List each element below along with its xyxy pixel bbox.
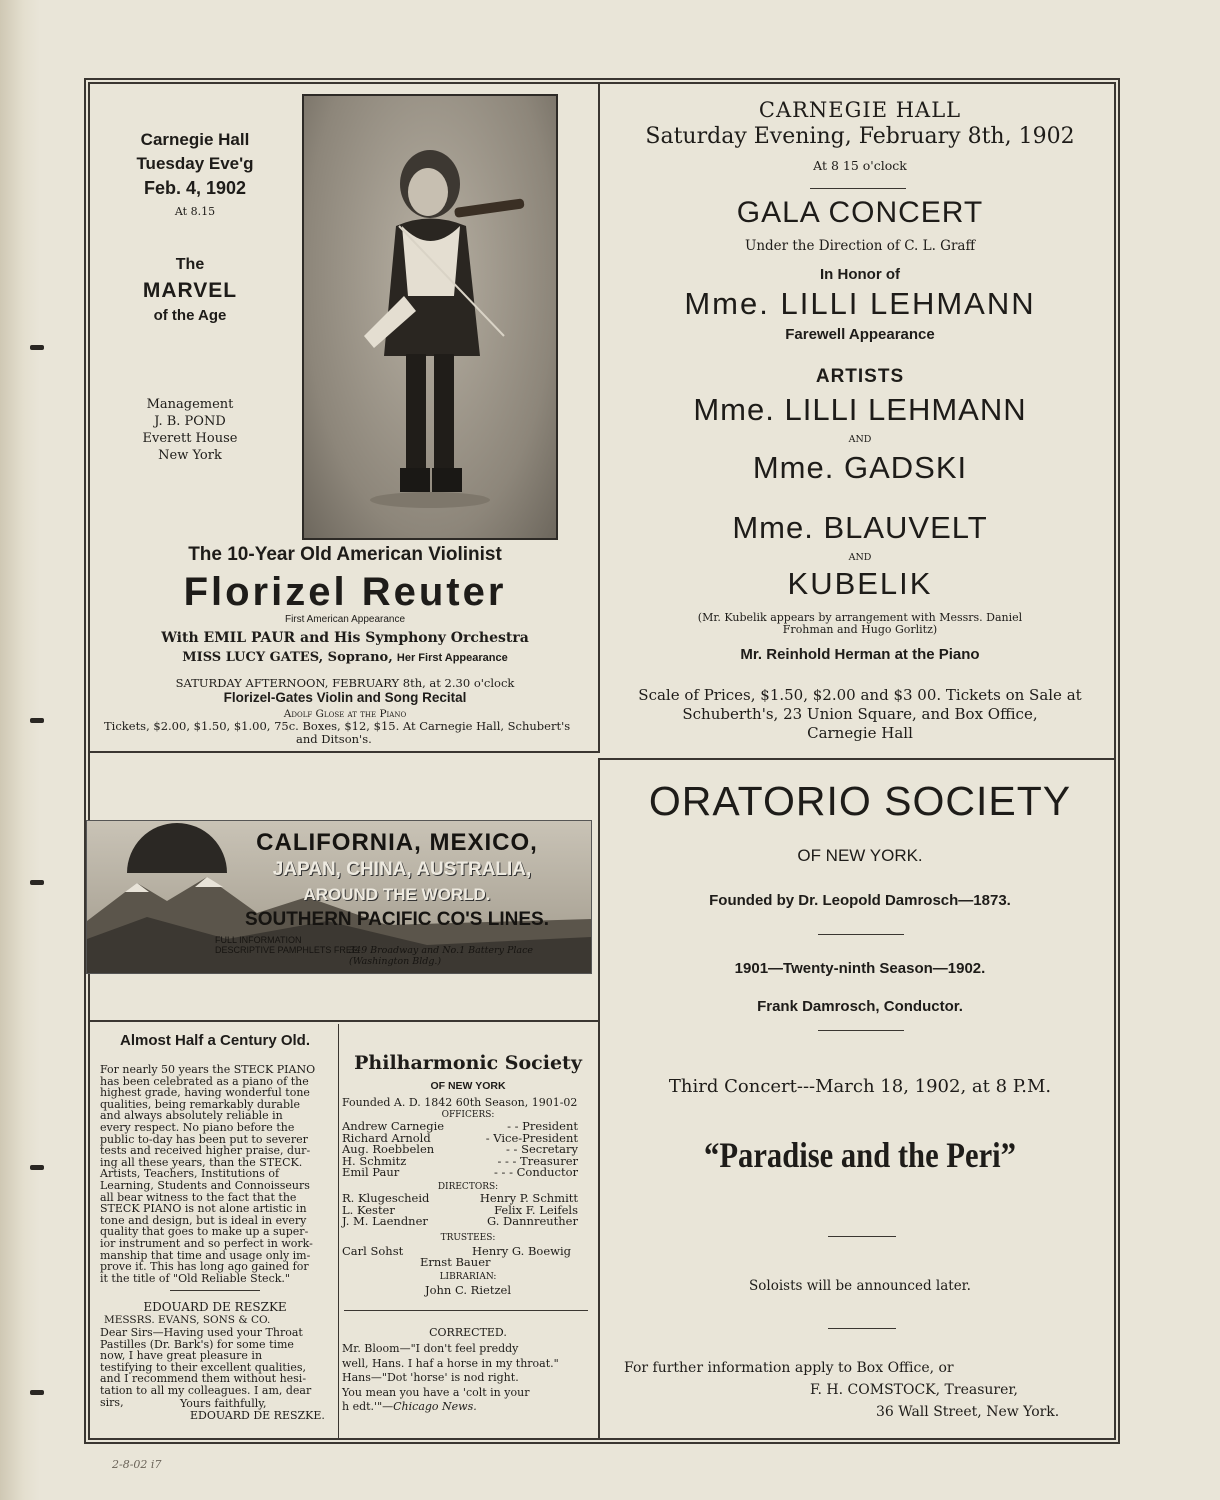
gala-artist: Mme. GADSKI [752, 450, 968, 485]
gala-title: GALA CONCERT [736, 196, 984, 229]
reszke-body-line: now, I have great pleasure in [100, 1349, 263, 1363]
railway-around-world: AROUND THE WORLD. [303, 885, 491, 904]
reszke-addressee: MESSRS. EVANS, SONS & CO. [104, 1314, 271, 1326]
officer-role: - - - Conductor [493, 1165, 578, 1180]
corrected-source: Chicago News. [393, 1400, 477, 1413]
railway-destinations: CALIFORNIA, MEXICO, [256, 829, 538, 856]
officers-heading: OFFICERS: [441, 1110, 495, 1120]
gala-and: AND [848, 434, 872, 445]
oratorio-info: For further information apply to Box Office, or [624, 1360, 954, 1376]
steck-body-line: every respect. No piano before the [100, 1120, 295, 1134]
officer-role: - - - Treasurer [497, 1153, 578, 1168]
director-name: R. Klugescheid [342, 1191, 430, 1205]
reuter-first-appearance: First American Appearance [284, 614, 406, 625]
director-row [342, 1216, 578, 1228]
reuter-saturday-line: SATURDAY AFTERNOON, FEBRUARY 8th, at 2.30 o'clock [175, 676, 515, 690]
corrected-body-line: well, Hans. I haf a horse in my throat." [342, 1356, 559, 1370]
gates-name: MISS LUCY GATES, Soprano, [182, 650, 393, 665]
gala-and: AND [848, 552, 872, 563]
steck-body-line: and always absolutely reliable in [100, 1109, 283, 1123]
corrected-last-text: h edt.'"— [342, 1400, 394, 1413]
corrected-body-line: Mr. Bloom—"I don't feel preddy [342, 1342, 519, 1355]
page-edge [0, 0, 40, 1500]
oratorio-treasurer: F. H. COMSTOCK, Treasurer, [810, 1382, 1018, 1398]
corrected-body [342, 1342, 594, 1400]
column-divider [338, 1024, 339, 1438]
steck-body-line: manship that time and usage only im- [100, 1248, 311, 1262]
date: Feb. 4, 1902 [143, 178, 247, 198]
officer-role: - - President [507, 1119, 578, 1133]
section-divider [598, 758, 1114, 760]
railway-destinations-2: JAPAN, CHINA, AUSTRALIA, [272, 859, 532, 880]
section-divider [90, 751, 600, 753]
trustees-heading: TRUSTEES: [440, 1233, 496, 1243]
director-name: J. M. Laendner [342, 1214, 428, 1229]
officer-name: H. Schmitz [342, 1153, 407, 1168]
tickets-line-cont: and Ditson's. [296, 732, 372, 746]
kubelik-note-line: Frohman and Hugo Gorlitz) [782, 623, 938, 636]
tagline-marvel: MARVEL [142, 279, 238, 302]
directors-list [342, 1193, 578, 1228]
binding-notch [30, 718, 44, 723]
prices-line: Carnegie Hall [807, 724, 913, 742]
steck-body-line: all bear witness to the fact that the [100, 1190, 297, 1204]
reuter-headline: The 10-Year Old American Violinist [188, 544, 502, 565]
reszke-body-line: and I recommend them without hesi- [100, 1372, 307, 1386]
trustee: Carl Sohst [342, 1244, 404, 1258]
management-city: New York [158, 448, 222, 463]
divider [170, 1290, 260, 1291]
divider [828, 1328, 896, 1329]
oratorio-title: ORATORIO SOCIETY [648, 778, 1072, 824]
gala-artist: Mme. LILLI LEHMANN [693, 392, 1027, 427]
reuter-management [100, 396, 280, 464]
gala-direction: Under the Direction of C. L. Graff [744, 238, 976, 254]
railway-info-line: DESCRIPTIVE PAMPHLETS FREE. [215, 945, 361, 955]
steck-body-line: qualities, being remarkably durable [100, 1097, 301, 1111]
tickets-line: Tickets, $2.00, $1.50, $1.00, 75c. Boxes, $12, $15. At Carnegie Hall, Schubert's [104, 719, 571, 733]
railway-company: SOUTHERN PACIFIC CO'S LINES. [245, 909, 549, 930]
reszke-body-line: Dear Sirs—Having used your Throat [100, 1326, 303, 1339]
reuter-with-line: With EMIL PAUR and His Symphony Orchestra [161, 630, 529, 646]
officer-name: Emil Paur [342, 1165, 400, 1180]
gates-first: Her First Appearance [396, 652, 508, 664]
binding-notch [30, 880, 44, 885]
officer-name: Aug. Roebbelen [342, 1142, 435, 1157]
gala-date: Saturday Evening, February 8th, 1902 [645, 124, 1075, 149]
philharmonic-subtitle: OF NEW YORK [430, 1080, 506, 1092]
tagline-the: The [175, 256, 205, 273]
divider [818, 934, 904, 935]
oratorio-subtitle: OF NEW YORK. [797, 846, 923, 865]
corrected-last-line [342, 1400, 477, 1413]
officers-list [342, 1121, 578, 1179]
officer-role: - Vice-President [485, 1130, 578, 1145]
reuter-tagline [100, 254, 280, 326]
gala-honoree: Mme. LILLI LEHMANN [684, 286, 1036, 321]
day: Tuesday Eve'g [136, 154, 254, 173]
violinist-figure [304, 96, 556, 538]
gala-artist: Mme. BLAUVELT [732, 510, 988, 545]
steck-body-line: tone and design, but is ideal in every [100, 1213, 307, 1227]
railway-banner [86, 820, 592, 974]
oratorio-season: 1901—Twenty-ninth Season—1902. [734, 960, 986, 977]
steck-body-line: ior instrument and so perfect in work- [100, 1236, 313, 1250]
reszke-body [100, 1327, 336, 1408]
management-address: Everett House [142, 431, 238, 446]
oratorio-concert: Third Concert---March 18, 1902, at 8 P.M. [668, 1076, 1052, 1097]
librarian: John C. Rietzel [424, 1283, 511, 1297]
time: At 8.15 [174, 205, 216, 218]
reuter-recital-title: Florizel-Gates Violin and Song Recital [223, 690, 467, 705]
reuter-piano-line: Adolf Glose at the Piano [283, 708, 407, 720]
reszke-body-line: sirs, [100, 1395, 124, 1409]
kubelik-note-line: (Mr. Kubelik appears by arrangement with Messrs. Daniel [697, 611, 1023, 624]
philharmonic-founded: Founded A. D. 1842 60th Season, 1901-02 [342, 1096, 578, 1109]
corrected-body-line: You mean you have a 'colt in your [342, 1385, 530, 1399]
divider [818, 1030, 904, 1031]
oratorio-address: 36 Wall Street, New York. [876, 1404, 1060, 1420]
officer-name: Andrew Carnegie [342, 1119, 445, 1133]
trustee: Henry G. Boewig [472, 1244, 572, 1258]
steck-body-line: prove it. This has long ago gained for [100, 1260, 309, 1274]
steck-body-line: has been celebrated as a piano of the [100, 1074, 309, 1088]
reszke-body-line: tation to all my colleagues. I am, dear [100, 1383, 312, 1397]
steck-body-line: Learning, Students and Connoisseurs [100, 1178, 310, 1192]
reuter-event-info [100, 128, 290, 224]
director-name: G. Dannreuther [486, 1214, 578, 1229]
gala-piano: Mr. Reinhold Herman at the Piano [740, 646, 980, 663]
section-divider [90, 1020, 600, 1022]
oratorio-founded: Founded by Dr. Leopold Damrosch—1873. [709, 892, 1011, 909]
directors-heading: DIRECTORS: [437, 1182, 499, 1192]
steck-body-line: For nearly 50 years the STECK PIANO [100, 1063, 316, 1076]
reuter-gates-line [90, 650, 600, 665]
steck-body-line: it the title of "Old Reliable Steck." [100, 1271, 290, 1285]
railway-info [215, 935, 360, 955]
steck-body-line: highest grade, having wonderful tone [100, 1086, 310, 1100]
officer-row [342, 1167, 578, 1179]
divider [344, 1310, 588, 1311]
gala-artists-heading: ARTISTS [815, 366, 905, 387]
steck-body-line: ing all these years, than the STECK. [100, 1155, 303, 1169]
oratorio-conductor: Frank Damrosch, Conductor. [757, 998, 963, 1015]
director-name: L. Kester [342, 1202, 395, 1217]
reuter-name: Florizel Reuter [183, 570, 507, 614]
divider [810, 188, 906, 189]
violinist-photo [302, 94, 558, 540]
steck-body-line: public to-day has been put to severer [100, 1132, 308, 1146]
reszke-closing: Yours faithfully, [180, 1397, 267, 1410]
management-label: Management [146, 397, 234, 412]
tagline-age: of the Age [153, 307, 227, 324]
railway-info-line: FULL INFORMATION [215, 935, 302, 945]
gala-time: At 8 15 o'clock [813, 158, 907, 173]
steck-title: Almost Half a Century Old. [119, 1032, 311, 1049]
gala-artist: KUBELIK [787, 566, 933, 601]
gala-kubelik-note [600, 612, 1120, 636]
prices-line: Scale of Prices, $1.50, $2.00 and $3 00. Tickets on Sale at [638, 686, 1082, 704]
corrected-title: CORRECTED. [429, 1326, 507, 1339]
binding-notch [30, 345, 44, 350]
handwritten-note: 2-8-02 i7 [112, 1458, 162, 1471]
philharmonic-title: Philharmonic Society [354, 1052, 582, 1074]
officer-role: - - Secretary [506, 1142, 578, 1157]
binding-notch [30, 1390, 44, 1395]
reszke-signature: EDOUARD DE RESZKE. [190, 1409, 325, 1422]
railway-address: 349 Broadway and No.1 Battery Place (Washington Bldg.) [349, 945, 534, 967]
prices-line: Schuberth's, 23 Union Square, and Box Office, [682, 705, 1038, 723]
steck-body-line: STECK PIANO is not alone artistic in [100, 1202, 307, 1216]
corrected-body-line: Hans—"Dot 'horse' is nod right. [342, 1371, 519, 1384]
gala-honor: In Honor of [820, 266, 900, 283]
steck-body-line: quality that goes to make up a super- [100, 1225, 309, 1239]
reszke-title: EDOUARD DE RESZKE [143, 1300, 287, 1314]
officer-name: Richard Arnold [342, 1130, 431, 1145]
director-name: Felix F. Leifels [494, 1202, 578, 1217]
divider [828, 1236, 896, 1237]
reszke-body-line: Pastilles (Dr. Bark's) for some time [100, 1337, 294, 1351]
steck-body-line: tests and received higher praise, dur- [100, 1144, 311, 1158]
binding-notch [30, 1165, 44, 1170]
director-name: Henry P. Schmitt [479, 1191, 578, 1205]
gala-prices [600, 686, 1120, 743]
gala-venue: CARNEGIE HALL [758, 98, 962, 122]
librarian-heading: LIBRARIAN: [439, 1272, 497, 1282]
oratorio-soloists: Soloists will be announced later. [749, 1278, 971, 1294]
reszke-body-line: testifying to their excellent qualities, [100, 1360, 307, 1374]
steck-body-line: Artists, Teachers, Institutions of [100, 1167, 280, 1181]
oratorio-work: “Paradise and the Peri” [704, 1135, 1016, 1175]
trustee: Ernst Bauer [420, 1255, 491, 1269]
steck-body [100, 1064, 336, 1284]
reuter-tickets [104, 720, 596, 746]
gala-farewell: Farewell Appearance [785, 326, 935, 343]
management-name: J. B. POND [154, 414, 226, 429]
venue: Carnegie Hall [140, 130, 250, 149]
